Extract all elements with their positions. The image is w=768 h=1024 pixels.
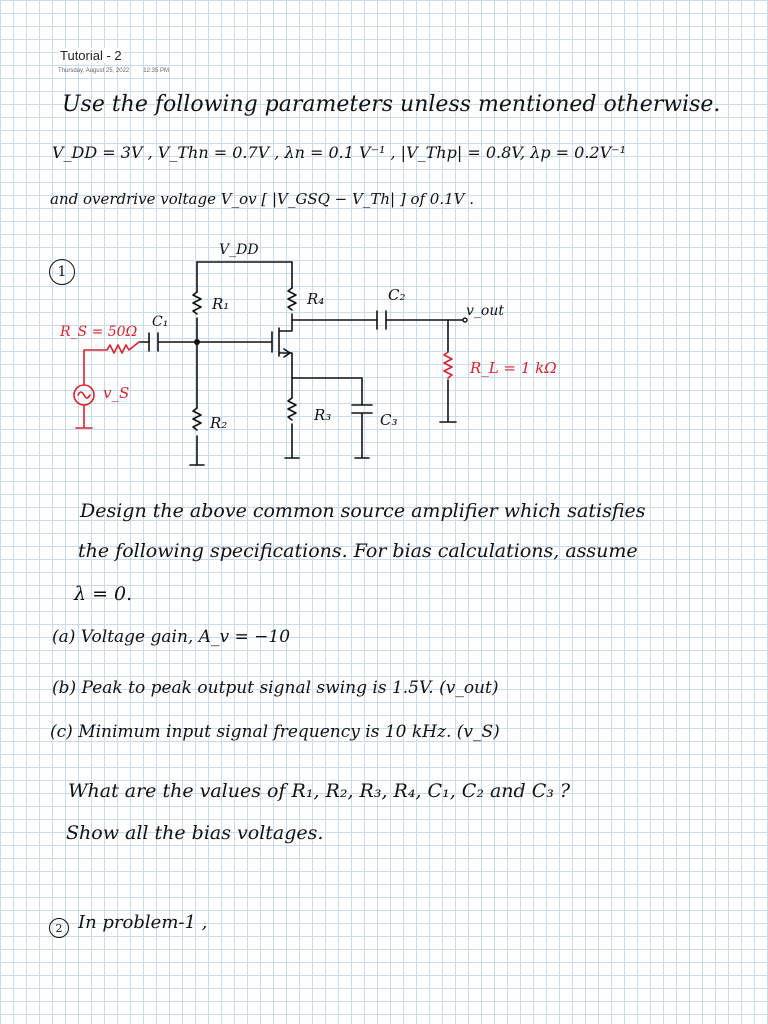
problem-2-text: In problem-1 , [78, 912, 208, 933]
problem-1-prompt-line-1: Design the above common source amplifier which satisfies [80, 500, 646, 522]
intro-line-3: and overdrive voltage V_ov [ |V_GSQ − V_Th| ] of 0.1V . [50, 190, 475, 208]
question-line-1: What are the values of R₁, R₂, R₃, R₄, C₁, C₂ and C₃ ? [68, 780, 571, 802]
page-date: Thursday, August 25, 2022 [58, 68, 130, 74]
problem-1-prompt-line-2: the following specifications. For bias calculations, assume [78, 540, 638, 562]
label-c2: C₂ [388, 286, 406, 304]
r2-resistor [193, 408, 201, 430]
label-r1: R₁ [212, 295, 230, 313]
spec-a: (a) Voltage gain, A_v = −10 [52, 627, 291, 647]
rl-resistor [444, 352, 452, 378]
question-line-2: Show all the bias voltages. [66, 822, 324, 844]
label-r2: R₂ [210, 414, 228, 432]
label-vout: v_out [466, 303, 504, 319]
label-rl: R_L = 1 kΩ [470, 359, 557, 377]
label-rs: R_S = 50Ω [60, 324, 138, 340]
problem-2-number: 2 [49, 918, 69, 938]
r3-resistor [288, 398, 296, 420]
c1-capacitor [149, 333, 158, 351]
source-ground [76, 405, 92, 428]
page-time: 12:35 PM [143, 68, 169, 74]
intro-line-2: V_DD = 3V , V_Thn = 0.7V , λn = 0.1 V⁻¹ , |V_Thp| = 0.8V, λp = 0.2V⁻¹ [52, 143, 627, 162]
label-vdd: V_DD [219, 242, 259, 258]
intro-line-1: Use the following parameters unless mentioned otherwise. [62, 92, 721, 117]
c2-capacitor [377, 311, 386, 329]
label-c1: C₁ [152, 314, 169, 330]
spec-c: (c) Minimum input signal frequency is 10 kHz. (v_S) [50, 722, 500, 742]
spec-b: (b) Peak to peak output signal swing is 1.5V. (v_out) [52, 678, 499, 698]
gate-junction-dot [194, 339, 200, 345]
problem-1-number: 1 [49, 259, 75, 285]
source-top-wire [84, 350, 101, 385]
label-r4: R₄ [307, 290, 325, 308]
label-vs: v_S [103, 384, 130, 402]
r4-resistor [288, 288, 296, 310]
rs-resistor [101, 342, 139, 353]
rl-wire [440, 320, 456, 422]
page-title: Tutorial - 2 [60, 48, 122, 63]
c3-capacitor [352, 405, 372, 458]
label-r3: R₃ [314, 406, 332, 424]
nmos-drain-source [279, 331, 292, 378]
vs-source-wave [78, 392, 90, 398]
problem-1-prompt-line-3: λ = 0. [74, 583, 133, 605]
label-c3: C₃ [380, 411, 398, 429]
nmos-gate-line [197, 332, 272, 352]
r1-resistor [193, 292, 201, 314]
